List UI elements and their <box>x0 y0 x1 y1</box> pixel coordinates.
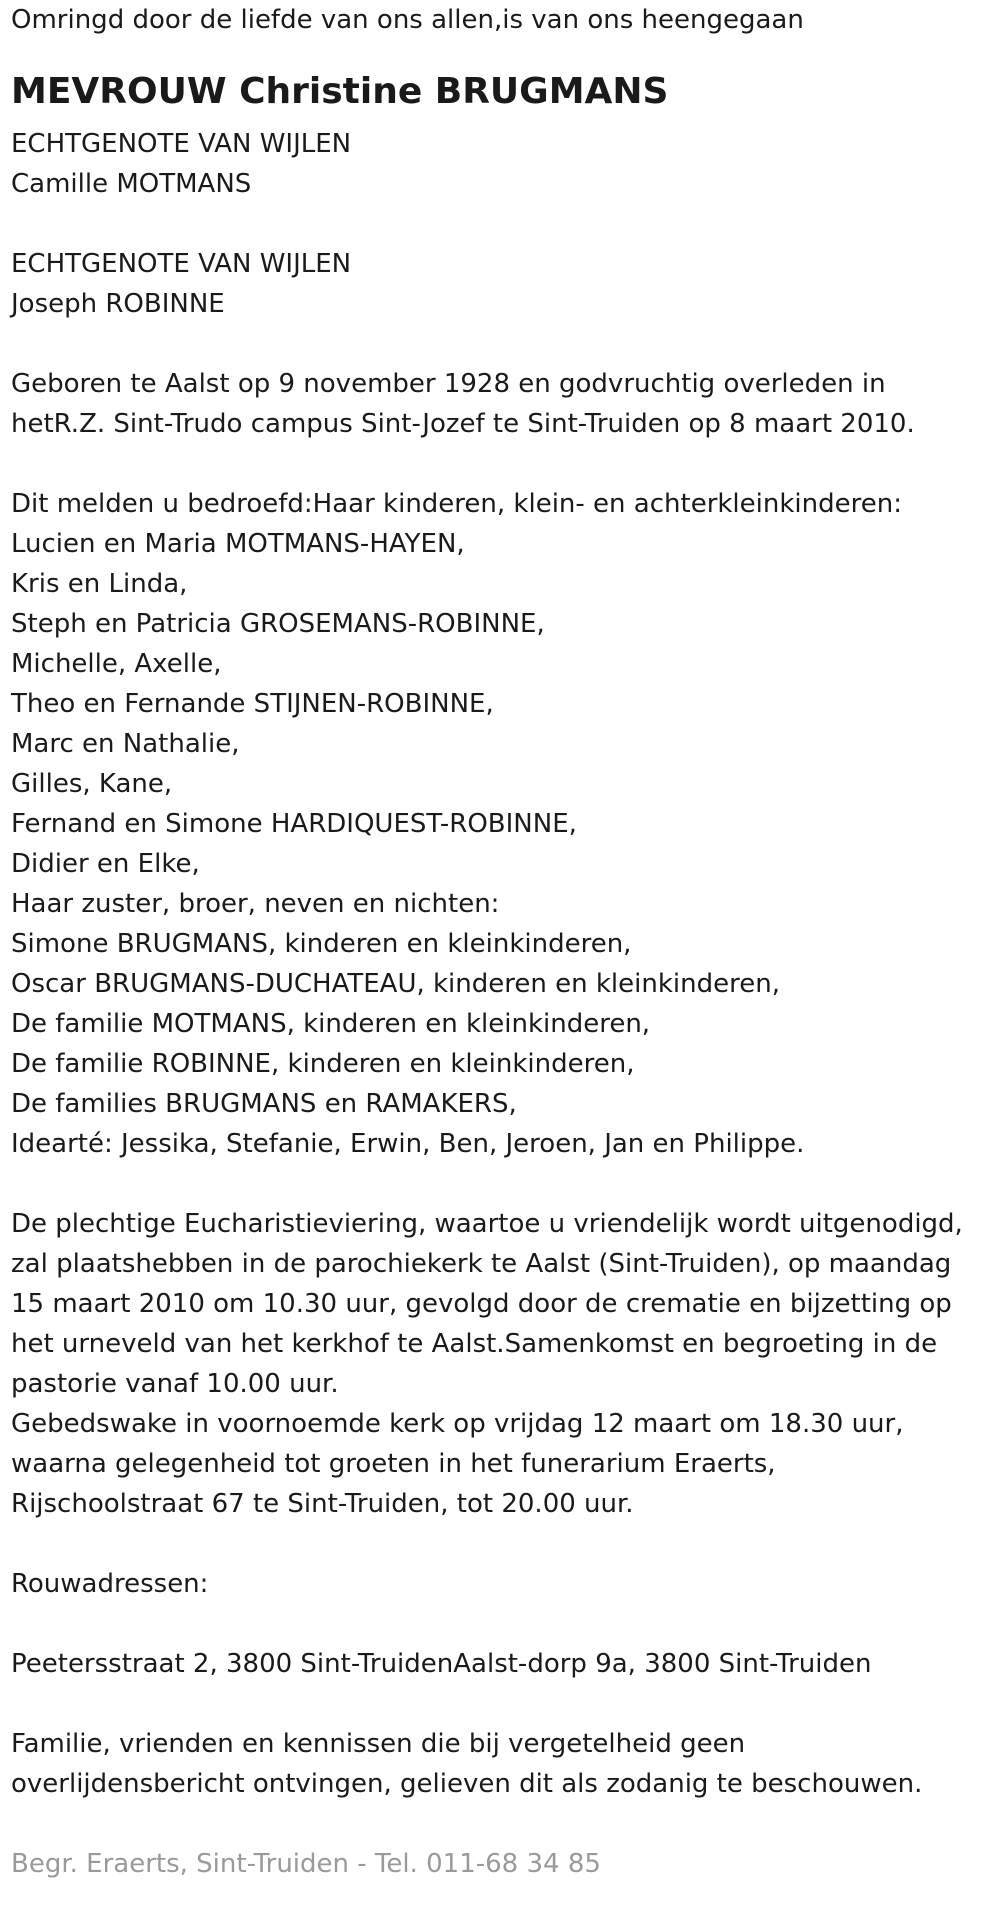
spouse-relation: ECHTGENOTE VAN WIJLEN <box>11 129 352 159</box>
intro-text: Omringd door de liefde van ons allen,is van ons heengegaan <box>11 5 804 35</box>
paragraph-line: Gebedswake in voornoemde kerk op vrijdag 12 maart om 18.30 uur, <box>11 1409 904 1439</box>
addresses-label: Rouwadressen: <box>11 1569 209 1599</box>
paragraph-line: waarna gelegenheid tot groeten in het funerarium Eraerts, <box>11 1449 776 1479</box>
paragraph-line: pastorie vanaf 10.00 uur. <box>11 1369 339 1399</box>
family-line: Michelle, Axelle, <box>11 649 222 679</box>
birth-death-paragraph <box>11 364 991 444</box>
paragraph-line: Rijschoolstraat 67 te Sint-Truiden, tot 20.00 uur. <box>11 1489 634 1519</box>
family-line: Theo en Fernande STIJNEN-ROBINNE, <box>11 689 494 719</box>
family-line: Idearté: Jessika, Stefanie, Erwin, Ben, Jeroen, Jan en Philippe. <box>11 1129 805 1159</box>
ceremony-paragraph <box>11 1204 991 1524</box>
family-list <box>11 484 991 1164</box>
family-line: De familie ROBINNE, kinderen en kleinkinderen, <box>11 1049 635 1079</box>
paragraph-line: hetR.Z. Sint-Trudo campus Sint-Jozef te Sint-Truiden op 8 maart 2010. <box>11 409 915 439</box>
family-line: De families BRUGMANS en RAMAKERS, <box>11 1089 517 1119</box>
spouse-block-1 <box>11 124 991 204</box>
family-line: Steph en Patricia GROSEMANS-ROBINNE, <box>11 609 545 639</box>
closing-paragraph <box>11 1724 991 1804</box>
obituary-notice <box>11 0 991 1884</box>
family-line: Lucien en Maria MOTMANS-HAYEN, <box>11 529 465 559</box>
addresses-text: Peetersstraat 2, 3800 Sint-TruidenAalst-dorp 9a, 3800 Sint-Truiden <box>11 1649 872 1679</box>
paragraph-line: 15 maart 2010 om 10.30 uur, gevolgd door de crematie en bijzetting op <box>11 1289 952 1319</box>
deceased-name: MEVROUW Christine BRUGMANS <box>11 71 669 112</box>
paragraph-line: Familie, vrienden en kennissen die bij vergetelheid geen <box>11 1729 746 1759</box>
family-line: Fernand en Simone HARDIQUEST-ROBINNE, <box>11 809 577 839</box>
paragraph-line: het urneveld van het kerkhof te Aalst.Samenkomst en begroeting in de <box>11 1329 938 1359</box>
spouse-name: Joseph ROBINNE <box>11 289 225 319</box>
family-line: Marc en Nathalie, <box>11 729 240 759</box>
paragraph-line: overlijdensbericht ontvingen, gelieven dit als zodanig te beschouwen. <box>11 1769 923 1799</box>
family-line: Dit melden u bedroefd:Haar kinderen, klein- en achterkleinkinderen: <box>11 489 902 519</box>
spouse-relation: ECHTGENOTE VAN WIJLEN <box>11 249 352 279</box>
family-line: Haar zuster, broer, neven en nichten: <box>11 889 500 919</box>
family-line: Kris en Linda, <box>11 569 188 599</box>
family-line: Oscar BRUGMANS-DUCHATEAU, kinderen en kleinkinderen, <box>11 969 780 999</box>
paragraph-line: Geboren te Aalst op 9 november 1928 en godvruchtig overleden in <box>11 369 886 399</box>
paragraph-line: zal plaatshebben in de parochiekerk te Aalst (Sint-Truiden), op maandag <box>11 1249 952 1279</box>
family-line: Didier en Elke, <box>11 849 200 879</box>
paragraph-line: De plechtige Eucharistieviering, waartoe u vriendelijk wordt uitgenodigd, <box>11 1209 963 1239</box>
undertaker-footer: Begr. Eraerts, Sint-Truiden - Tel. 011-68 34 85 <box>11 1849 601 1879</box>
spouse-name: Camille MOTMANS <box>11 169 252 199</box>
family-line: Simone BRUGMANS, kinderen en kleinkinderen, <box>11 929 632 959</box>
spouse-block-2 <box>11 244 991 324</box>
family-line: Gilles, Kane, <box>11 769 173 799</box>
family-line: De familie MOTMANS, kinderen en kleinkinderen, <box>11 1009 651 1039</box>
